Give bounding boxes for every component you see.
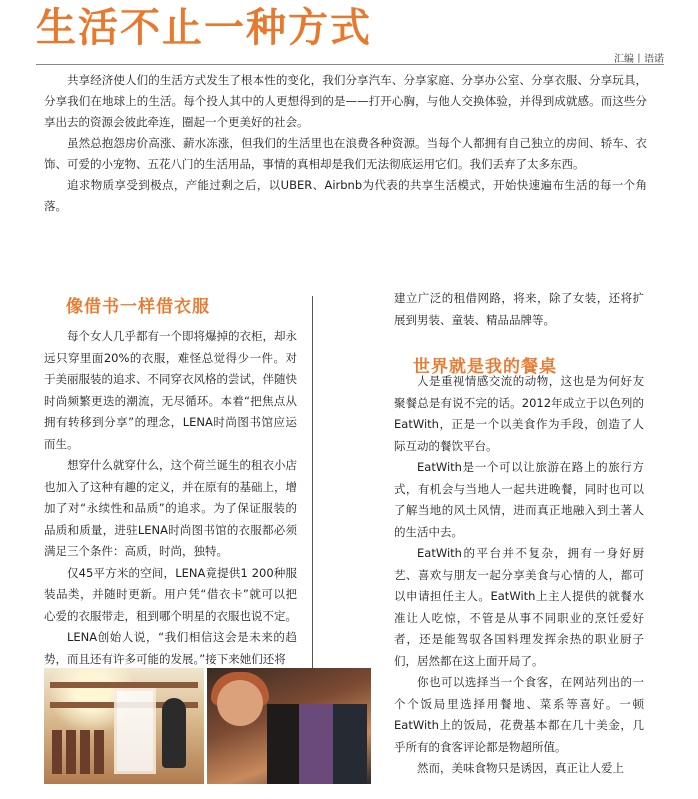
intro-text (44, 70, 647, 217)
body-paragraph: 人是重视情感交流的动物，这也是为何好友聚餐总是有说不完的话。2012年成立于以色列的EatWith，正是一个以美食作为手段，创造了人际互动的餐饮平台。 (394, 374, 644, 453)
body-paragraph: LENA创始人说，“我们相信这会是未来的趋势，而且还有许多可能的发展。”接下来她们还将 (44, 630, 297, 666)
intro-paragraph: 追求物质享受到极点，产能过剩之后，以UBER、Airbnb为代表的共享生活模式，开始快速遍布生活的每一个角落。 (44, 178, 647, 213)
body-paragraph: 然而，美味食物只是诱因，真正让人爱上 (417, 761, 624, 775)
body-paragraph: EatWith的平台并不复杂，拥有一身好厨艺、喜欢与朋友一起分享美食与心情的人，都可以申请担任主人。EatWith上主人提供的就餐水准让人吃惊，不管是从事不同职业的烹饪爱好者，还是能驾驭各国料理发挥余热的职业厨子们，居然都在这上面开局了。 (394, 546, 644, 668)
body-paragraph: 想穿什么就穿什么，这个荷兰诞生的租衣小店也加入了这种有趣的定义，并在原有的基础上，增加了对“永续性和品质”的追求。为了保证服装的品质和质量，进驻LENA时尚图书馆的衣服都必须满足三个条件：高质，时尚，独特。 (44, 458, 297, 558)
author-credit: 汇编丨语诺 (614, 54, 664, 65)
body-paragraph: EatWith是一个可以让旅游在路上的旅行方式，有机会与当地人一起共进晚餐，同时也可以了解当地的风土风情，进而真正地融入到土著人的生活中去。 (394, 460, 644, 539)
intro-paragraph: 共享经济使人们的生活方式发生了根本性的变化，我们分享汽车、分享家庭、分享办公室、分享衣服、分享玩具，分享我们在地球上的生活。每个投人其中的人更想得到的是——打开心胸，与他人交换体验，并得到成就感。而这些分享出去的资源会彼此牵连，圈起一个更美好的社会。 (44, 73, 647, 129)
page-title: 生活不止一种方式 (36, 5, 372, 51)
title-divider (36, 64, 664, 65)
clothing-rack-photo (207, 668, 371, 784)
body-paragraph: 建立广泛的租借网路，将来，除了女装，还将扩展到男装、童装、精品品牌等。 (394, 291, 644, 327)
section-heading-dining: 世界就是我的餐桌 (413, 357, 557, 377)
boutique-photo (44, 668, 204, 784)
body-paragraph: 仅45平方米的空间，LENA竟提供1 200种服装品类，并随时更新。用户凭“借衣卡”就可以把心爱的衣服带走，租到哪个明星的衣服也说不定。 (44, 565, 297, 623)
section-heading-clothes: 像借书一样借衣服 (66, 297, 210, 317)
body-paragraph: 你也可以选择当一个食客，在网站列出的一个个饭局里选择用餐地、菜系等喜好。一顿EatWith上的饭局，花费基本都在几十美金，几乎所有的食客评论都是物超所值。 (394, 675, 644, 754)
left-column (44, 326, 297, 670)
intro-paragraph: 虽然总抱怨房价高涨、薪水冻涨，但我们的生活里也在浪费各种资源。当每个人都拥有自己独立的房间、轿车、衣饰、可爱的小宠物、五花八门的生活用品，事情的真相却是我们无法彻底运用它们。我们丢弃了太多东西。 (44, 136, 647, 171)
body-paragraph: 每个女人几乎都有一个即将爆掉的衣柜，却永远只穿里面20%的衣服，难怪总觉得少一件。对于美丽服装的追求、不同穿衣风格的尝试，伴随快时尚频繁更迭的潮流，无尽循环。本着“把焦点从拥有转移到分享”的理念，LENA时尚图书馆应运而生。 (44, 329, 297, 451)
